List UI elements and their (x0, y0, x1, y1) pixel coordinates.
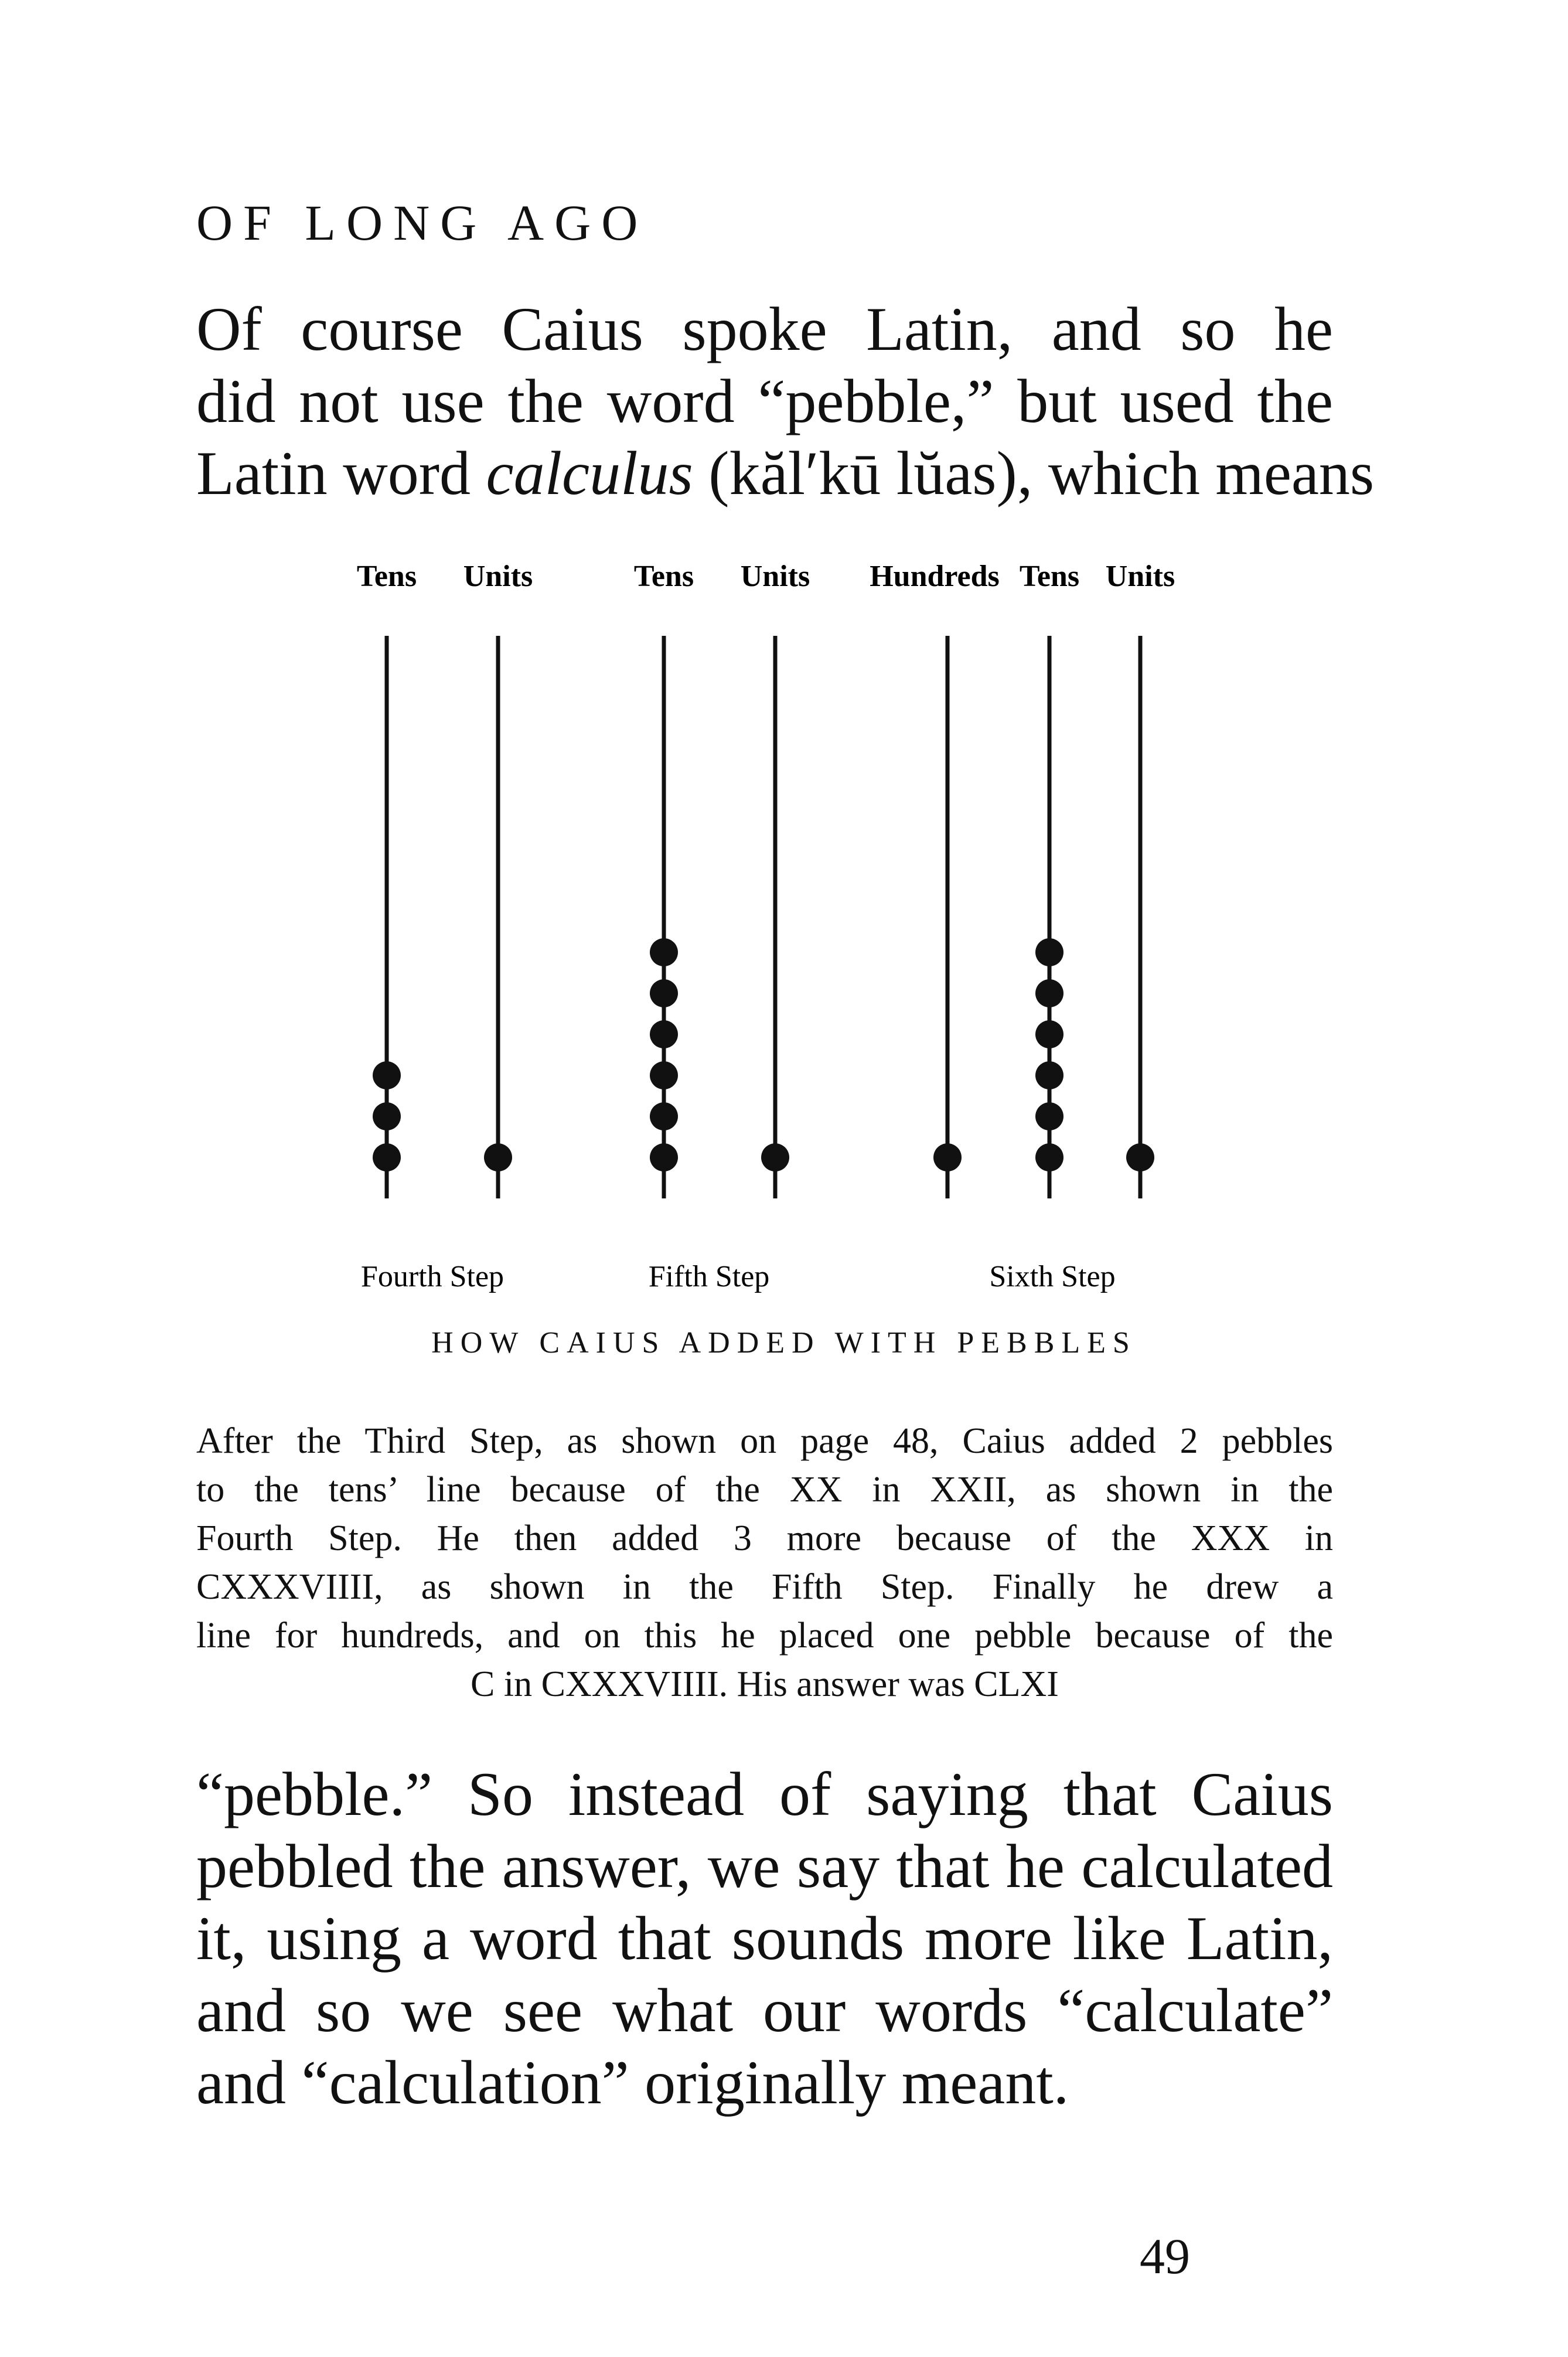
paragraph-line: Of course Caius spoke Latin, and so he (196, 295, 1333, 363)
italic-term: calculus (486, 439, 693, 507)
pebble (1035, 1020, 1063, 1048)
caption-line: CXXXVIIII, as shown in the Fifth Step. Finally he drew a (196, 1567, 1333, 1607)
column-label: Tens (356, 560, 417, 593)
column-label: Tens (633, 560, 694, 593)
pebble (933, 1143, 962, 1171)
pebble (1035, 1143, 1063, 1171)
pebble (1035, 938, 1063, 966)
paragraph-line: “pebble.” So instead of saying that Caius (196, 1760, 1333, 1828)
caption-line: line for hundreds, and on this he placed one pebble because of the (196, 1616, 1333, 1656)
pebble (1126, 1143, 1154, 1171)
pebble (1035, 1102, 1063, 1130)
column-label: Tens (1019, 560, 1080, 593)
column-labels (357, 560, 1175, 593)
pebble (650, 1020, 678, 1048)
pebble (650, 1102, 678, 1130)
step-label: Sixth Step (989, 1260, 1116, 1293)
caption-line: After the Third Step, as shown on page 48, Caius added 2 pebbles (196, 1421, 1333, 1461)
step-labels (361, 1260, 1116, 1293)
caption-line: C in CXXXVIIII. His answer was CLXI (471, 1664, 1059, 1704)
paragraph-line: and “calculation” originally meant. (196, 2048, 1069, 2117)
column-label: Hundreds (870, 560, 1000, 593)
caption-line: to the tens’ line because of the XX in XXII, as shown in the (196, 1470, 1333, 1510)
column-label: Units (463, 560, 533, 593)
pebble (1035, 1061, 1063, 1089)
step-label: Fourth Step (360, 1260, 505, 1293)
pebble (650, 938, 678, 966)
line-text: Latin word (196, 439, 486, 507)
paragraph-line: pebbled the answer, we say that he calculated (196, 1832, 1333, 1900)
pebble (650, 1143, 678, 1171)
page-number: 49 (1140, 2228, 1190, 2284)
pebble (1035, 979, 1063, 1007)
column-label: Units (1105, 560, 1175, 593)
figure-caption (196, 1417, 1333, 1709)
pebble (650, 1061, 678, 1089)
pebble-lines (373, 636, 1154, 1198)
pebble (650, 979, 678, 1007)
closing-paragraph (196, 1758, 1333, 2118)
line-text: (kăl′kū lŭas), which means (693, 439, 1375, 507)
pebble (484, 1143, 512, 1171)
paragraph-line: and so we see what our words “calculate” (196, 1976, 1333, 2045)
pebble (373, 1061, 401, 1089)
column-label: Units (740, 560, 810, 593)
figure-title: HOW CAIUS ADDED WITH PEBBLES (431, 1326, 1137, 1360)
pebble (373, 1143, 401, 1171)
paragraph-line: it, using a word that sounds more like Latin, (196, 1904, 1333, 1973)
step-label: Fifth Step (648, 1260, 770, 1293)
caption-line: Fourth Step. He then added 3 more because of the XXX in (196, 1518, 1333, 1558)
paragraph-line: did not use the word “pebble,” but used the (196, 367, 1333, 435)
pebble (373, 1102, 401, 1130)
running-head: OF LONG AGO (196, 195, 649, 251)
pebble (761, 1143, 789, 1171)
